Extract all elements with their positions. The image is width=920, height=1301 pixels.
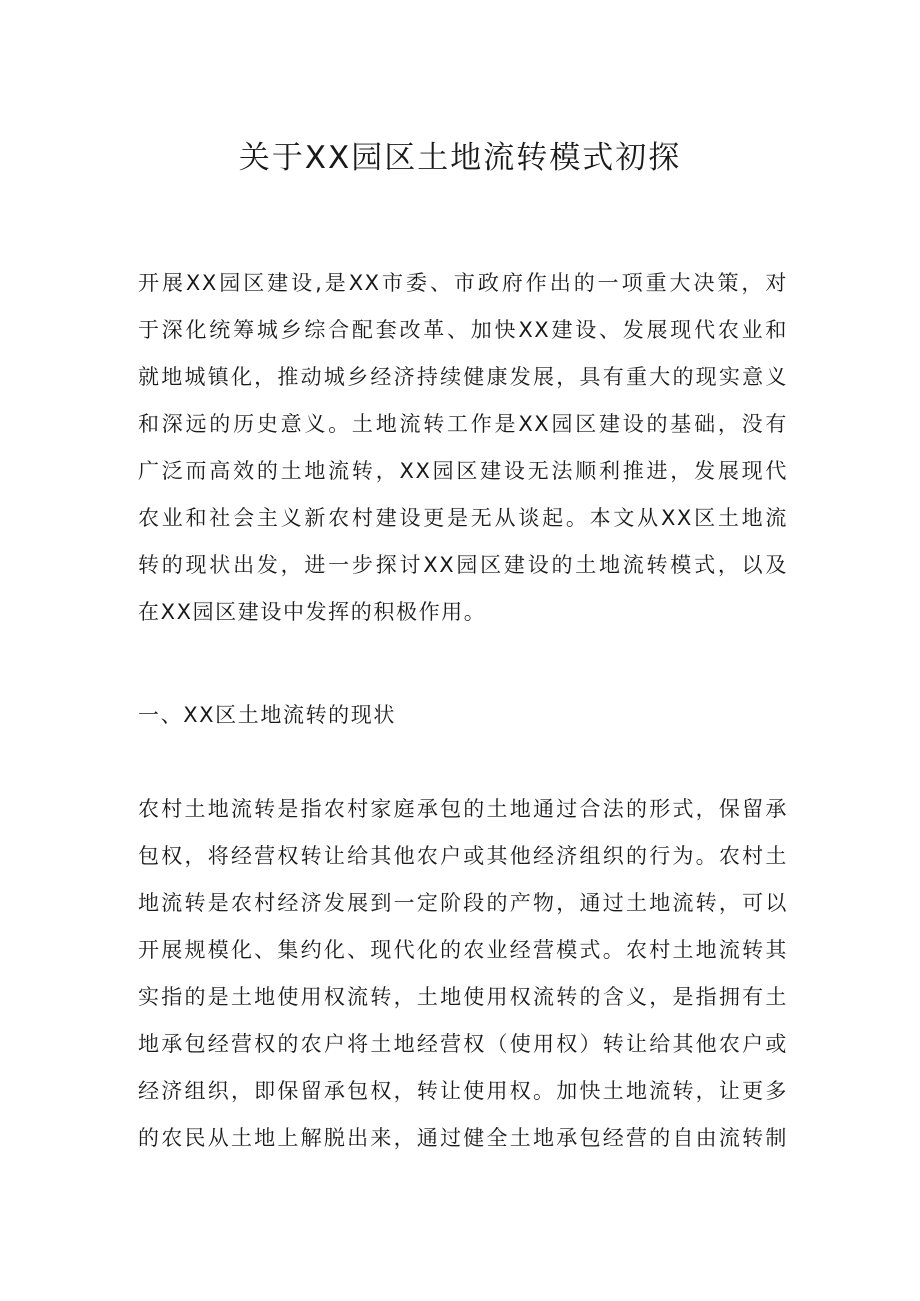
document-title: 关于XX园区土地流转模式初探: [238, 140, 682, 176]
intro-line-3: 就地城镇化，推动城乡经济持续健康发展，具有重大的现实意义: [138, 365, 788, 389]
intro-line-2: 于深化统筹城乡综合配套改革、加快XX建设、发展现代农业和: [138, 318, 788, 342]
intro-line-5: 广泛而高效的土地流转，XX园区建设无法顺利推进，发展现代: [138, 459, 788, 483]
section1-line-7: 经济组织，即保留承包权，转让使用权。加快土地流转，让更多: [138, 1079, 788, 1103]
intro-line-4: 和深远的历史意义。土地流转工作是XX园区建设的基础，没有: [138, 412, 788, 436]
intro-line-1: 开展XX园区建设,是XX市委、市政府作出的一项重大决策，对: [138, 271, 788, 295]
intro-paragraph: [138, 260, 788, 636]
section1-line-1: 农村土地流转是指农村家庭承包的土地通过合法的形式，保留承: [138, 797, 788, 821]
section1-line-8: 的农民从土地上解脱出来，通过健全土地承包经营的自由流转制: [138, 1126, 788, 1150]
intro-line-8: 在XX园区建设中发挥的积极作用。: [138, 600, 487, 624]
section1-line-6: 地承包经营权的农户将土地经营权（使用权）转让给其他农户或: [138, 1032, 788, 1056]
section1-line-4: 开展规模化、集约化、现代化的农业经营模式。农村土地流转其: [138, 938, 788, 962]
section-heading-1: 一、XX区土地流转的现状: [138, 703, 396, 727]
intro-line-6: 农业和社会主义新农村建设更是无从谈起。本文从XX区土地流: [138, 506, 788, 530]
section1-line-5: 实指的是土地使用权流转，土地使用权流转的含义，是指拥有土: [138, 985, 788, 1009]
intro-line-7: 转的现状出发，进一步探讨XX园区建设的土地流转模式，以及: [138, 553, 788, 577]
section1-line-2: 包权，将经营权转让给其他农户或其他经济组织的行为。农村土: [138, 844, 788, 868]
section1-line-3: 地流转是农村经济发展到一定阶段的产物，通过土地流转，可以: [138, 891, 788, 915]
section1-paragraph: [138, 786, 788, 1162]
